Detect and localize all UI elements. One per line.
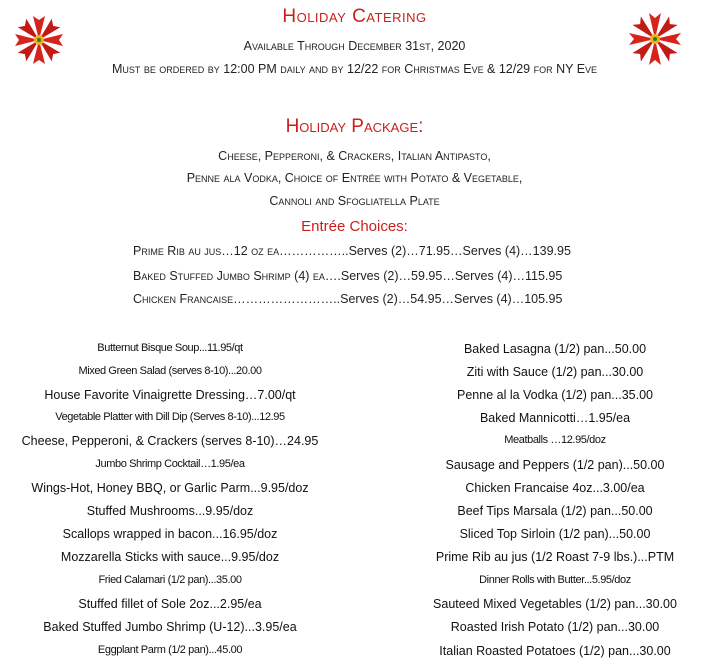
page-title: Holiday Catering	[282, 6, 427, 27]
entree-title: Entrée Choices:	[301, 218, 408, 235]
menu-item: House Favorite Vinaigrette Dressing…7.00/qt	[44, 388, 296, 402]
package-line: Cannoli and Sfogliatella Plate	[269, 194, 440, 208]
menu-item: Baked Lasagna (1/2) pan...50.00	[463, 342, 647, 356]
menu-item: Sauteed Mixed Vegetables (1/2) pan...30.00	[433, 597, 677, 611]
entree-row	[133, 269, 562, 283]
menu-item: Cheese, Pepperoni, & Crackers (serves 8-10)…24.95	[21, 434, 319, 448]
menu-item: Eggplant Parm (1/2 pan)...45.00	[97, 644, 243, 656]
menu-item: Butternut Bisque Soup...11.95/qt	[97, 342, 243, 354]
menu-item: Baked Mannicotti…1.95/ea	[479, 411, 631, 425]
menu-item: Sausage and Peppers (1/2 pan)...50.00	[445, 458, 665, 472]
menu-item: Beef Tips Marsala (1/2) pan...50.00	[457, 504, 653, 518]
package-line: Cheese, Pepperoni, & Crackers, Italian Antipasto,	[218, 149, 491, 163]
menu-item: Mixed Green Salad (serves 8-10)...20.00	[78, 365, 262, 377]
entree-row	[133, 292, 562, 306]
menu-item: Ziti with Sauce (1/2) pan...30.00	[466, 365, 644, 379]
menu-item: Italian Roasted Potatoes (1/2) pan...30.00	[439, 644, 671, 658]
menu-item: Dinner Rolls with Butter...5.95/doz	[479, 574, 631, 586]
menu-item: Stuffed Mushrooms...9.95/doz	[86, 504, 254, 518]
menu-item: Baked Stuffed Jumbo Shrimp (U-12)...3.95/ea	[43, 620, 297, 634]
menu-item: Meatballs …12.95/doz	[504, 434, 606, 446]
menu-item: Wings-Hot, Honey BBQ, or Garlic Parm...9.95/doz	[31, 481, 309, 495]
menu-item: Chicken Francaise 4oz...3.00/ea	[465, 481, 645, 495]
menu-item: Sliced Top Sirloin (1/2 pan)...50.00	[459, 527, 651, 541]
menu-item: Jumbo Shrimp Cocktail…1.95/ea	[95, 458, 245, 470]
menu-item: Roasted Irish Potato (1/2) pan...30.00	[450, 620, 660, 634]
menu-item: Fried Calamari (1/2 pan)...35.00	[98, 574, 242, 586]
menu-item: Vegetable Platter with Dill Dip (Serves 8-10)...12.95	[55, 411, 285, 423]
entree-row	[133, 244, 571, 258]
order-deadline-note: Must be ordered by 12:00 PM daily and by 12/22 for Christmas Eve & 12/29 for NY Eve	[111, 62, 598, 76]
menu-item: Mozzarella Sticks with sauce...9.95/doz	[60, 550, 280, 564]
package-title: Holiday Package:	[285, 116, 424, 137]
package-line: Penne ala Vodka, Choice of Entrée with Potato & Vegetable,	[186, 171, 523, 185]
menu-item: Penne al la Vodka (1/2) pan...35.00	[457, 388, 653, 402]
menu-item: Scallops wrapped in bacon...16.95/doz	[62, 527, 278, 541]
entree-prices: Serves (2)…59.95…Serves (4)…115.95	[340, 269, 563, 283]
menu-item: Prime Rib au jus (1/2 Roast 7-9 lbs.)...PTM	[435, 550, 675, 564]
menu-item: Stuffed fillet of Sole 2oz...2.95/ea	[78, 597, 262, 611]
availability-note: Available Through December 31st, 2020	[243, 39, 466, 53]
entree-name: Chicken Francaise……………………..	[133, 292, 341, 306]
entree-prices: Serves (2)…54.95…Serves (4)…105.95	[340, 292, 563, 306]
entree-name: Prime Rib au jus…12 oz ea……………..	[133, 244, 349, 258]
entree-name: Baked Stuffed Jumbo Shrimp (4) ea….	[133, 269, 341, 283]
entree-prices: Serves (2)…71.95…Serves (4)…139.95	[348, 244, 571, 258]
